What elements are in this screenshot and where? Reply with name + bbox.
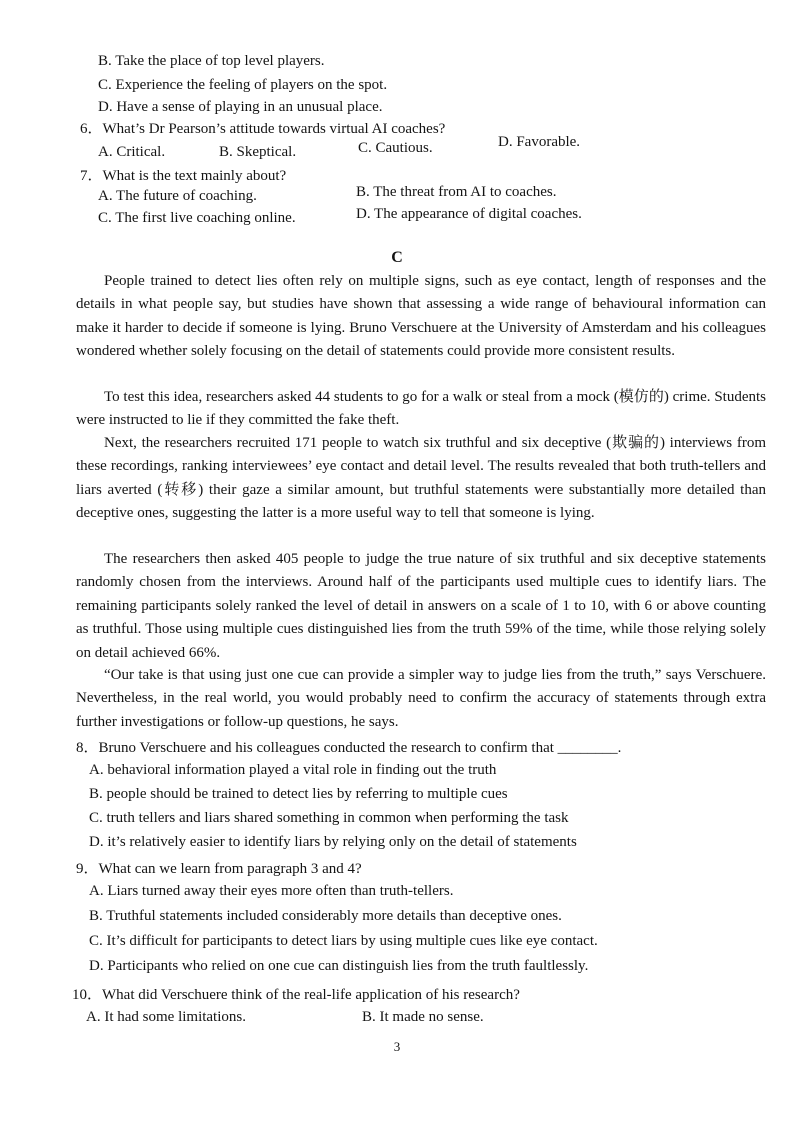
q10-option-b: B. It made no sense.	[362, 1009, 484, 1025]
q9-option-d: D. Participants who relied on one cue can distinguish lies from the truth faultlessly.	[89, 958, 589, 974]
q10-option-a: A. It had some limitations.	[86, 1009, 246, 1025]
paragraph-4: The researchers then asked 405 people to judge the true nature of six truthful and six deceptive statements randomly chosen from the interviews. Around half of the participants used multiple cues to identify liars. The remaining participants solely ranked the level of detail in answers on a scale of 1 to 10, with 6 or above counting as truthful. Those using multiple cues distinguished lies from the truth 59% of the time, while those relying solely on detail achieved 66%.	[76, 551, 766, 661]
q7-option-c: C. The first live coaching online.	[98, 210, 296, 226]
q7-option-a: A. The future of coaching.	[98, 188, 257, 204]
q7-option-b: B. The threat from AI to coaches.	[356, 184, 557, 200]
q6-option-b: B. Skeptical.	[219, 144, 297, 160]
page-number: 3	[393, 1039, 401, 1054]
question-10-stem: 10．What did Verschuere think of the real-life application of his research?	[72, 987, 520, 1003]
q8-option-a: A. behavioral information played a vital role in finding out the truth	[89, 762, 497, 778]
question-7-stem: 7．What is the text mainly about?	[80, 168, 287, 184]
question-10-options	[0, 1007, 794, 1027]
paragraph-2: To test this idea, researchers asked 44 students to go for a walk or steal from a mock (模仿的) crime. Students were instructed to lie if they committed the fake theft.	[76, 389, 766, 429]
q9-option-b: B. Truthful statements included considerably more details than deceptive ones.	[89, 908, 562, 924]
q6-option-c: C. Cautious.	[358, 140, 433, 156]
option-prev-d: D. Have a sense of playing in an unusual place.	[98, 99, 383, 115]
q8-option-b: B. people should be trained to detect lies by referring to multiple cues	[89, 786, 508, 802]
q8-option-c: C. truth tellers and liars shared something in common when performing the task	[89, 810, 569, 826]
question-6-options	[0, 134, 794, 162]
q9-option-a: A. Liars turned away their eyes more often than truth-tellers.	[89, 883, 454, 899]
q8-option-d: D. it’s relatively easier to identify liars by relying only on the detail of statements	[89, 834, 577, 850]
option-prev-b: B. Take the place of top level players.	[98, 53, 325, 69]
question-8-stem: 8．Bruno Verschuere and his colleagues conducted the research to confirm that ________.	[76, 740, 622, 756]
question-7-options-row-2	[0, 208, 794, 228]
paragraph-3: Next, the researchers recruited 171 people to watch six truthful and six deceptive (欺骗的) interviews from these recordings, ranking interviewees’ eye contact and detail level. The results revealed that both truth-tellers and liars averted (转移) their gaze a similar amount, but truthful statements were substantially more detailed than deceptive ones, suggesting the latter is a more useful way to tell that someone is lying.	[76, 435, 766, 522]
option-prev-c: C. Experience the feeling of players on the spot.	[98, 77, 388, 93]
paragraph-5: “Our take is that using just one cue can provide a simpler way to judge lies from the truth,” says Verschuere. Nevertheless, in the real world, you would probably need to confirm the accuracy of statements through extra further investigations or follow-up questions, he says.	[76, 667, 766, 730]
question-7-options-row-1	[0, 186, 794, 206]
question-9-stem: 9．What can we learn from paragraph 3 and 4?	[76, 861, 362, 877]
q6-option-d: D. Favorable.	[498, 134, 581, 150]
question-6-stem: 6．What’s Dr Pearson’s attitude towards virtual AI coaches?	[80, 121, 446, 137]
paragraph-1: People trained to detect lies often rely on multiple signs, such as eye contact, length of responses and the details in what people say, but studies have shown that assessing a wide range of behavioural information can make it harder to decide if someone is lying. Bruno Verschuere at the University of Amsterdam and his colleagues wondered whether solely focusing on the detail of statements could provide more consistent results.	[76, 273, 766, 360]
q6-option-a: A. Critical.	[98, 144, 166, 160]
section-heading: C	[391, 249, 403, 266]
q9-option-c: C. It’s difficult for participants to detect liars by using multiple cues like eye contact.	[89, 933, 598, 949]
q7-option-d: D. The appearance of digital coaches.	[356, 206, 582, 222]
